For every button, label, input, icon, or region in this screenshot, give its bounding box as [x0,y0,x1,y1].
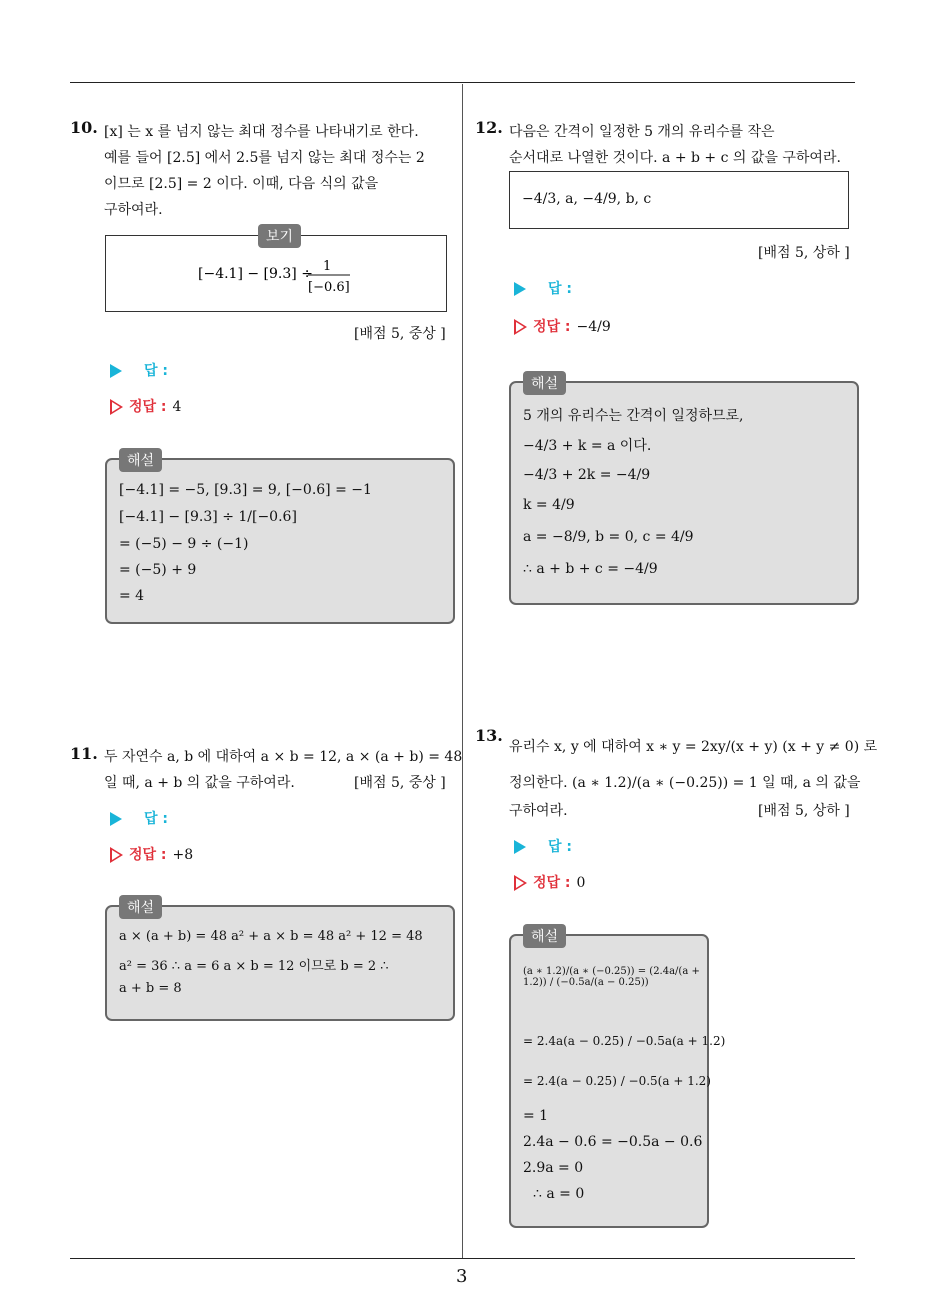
fraction-expression [198,258,358,298]
play-triangle-icon [514,840,526,854]
solution-line: −4/3 + k = a 이다. [523,438,652,454]
solution-line: a + b = 8 [119,981,182,996]
svg-text:1: 1 [323,259,332,274]
solution-box [105,900,455,1021]
score-label: [배점 5, 중상 ] [354,326,446,342]
score-label: [배점 5, 상하 ] [758,803,850,819]
solution-line: = 2.4(a − 0.25) / −0.5(a + 1.2) [523,1074,711,1088]
outline-triangle-icon [110,847,123,863]
solution-line: = 2.4a(a − 0.25) / −0.5a(a + 1.2) [523,1034,726,1048]
solution-line: ∴ a + b + c = −4/9 [523,561,658,577]
sequence-expression: −4/3, a, −4/9, b, c [522,191,652,207]
solution-line: k = 4/9 [523,497,575,513]
question-text-line: 예를 들어 [2.5] 에서 2.5를 넘지 않는 최대 정수는 2 [104,150,425,166]
correct-answer-row [514,316,611,336]
question-text-line: 이므로 [2.5] = 2 이다. 이때, 다음 식의 값을 [104,176,379,192]
solution-line: (a ∗ 1.2)/(a ∗ (−0.25)) = (2.4a/(a + 1.2)) / (−0.5a/(a − 0.25)) [523,966,700,988]
solution-tag: 해설 [523,371,566,395]
outline-triangle-icon [514,875,527,891]
question-text-line: 순서대로 나열한 것이다. a + b + c 의 값을 구하여라. [509,150,841,166]
question-text-line: [x] 는 x 를 넘지 않는 최대 정수를 나타내기로 한다. [104,124,419,140]
question-number: 12. [475,118,503,137]
question-text-line: 구하여라. [509,803,568,819]
svg-text:[−4.1] − [9.3] ÷: [−4.1] − [9.3] ÷ [198,266,313,282]
solution-box [105,453,455,624]
sequence-box [509,171,849,229]
question-text-line: 두 자연수 a, b 에 대하여 a × b = 12, a × (a + b) = 48 [104,749,463,765]
solution-line: [−4.1] = −5, [9.3] = 9, [−0.6] = −1 [119,482,372,498]
solution-box [509,376,859,605]
solution-line: a = −8/9, b = 0, c = 4/9 [523,529,694,545]
question-number: 13. [475,726,503,745]
question-text-line: 정의한다. (a ∗ 1.2)/(a ∗ (−0.25)) = 1 일 때, a 의 값을 [509,775,861,791]
solution-line: [−4.1] − [9.3] ÷ 1/[−0.6] [119,509,297,525]
bottom-rule [70,1258,855,1259]
solution-line: a × (a + b) = 48 a² + a × b = 48 a² + 12 = 48 [119,929,423,944]
solution-tag: 해설 [119,895,162,919]
correct-label: 정답 : [533,319,571,335]
solution-line: 2.9a = 0 [523,1160,584,1176]
correct-label: 정답 : [533,875,571,891]
correct-label: 정답 : [129,399,167,415]
question-text-line: 구하여라. [104,202,163,218]
solution-line: 2.4a − 0.6 = −0.5a − 0.6 [523,1134,703,1150]
example-expression [198,258,358,302]
correct-answer-row [110,396,181,416]
solution-line: = (−5) + 9 [119,562,197,578]
solution-line: = 4 [119,588,145,604]
solution-tag: 해설 [523,924,566,948]
correct-answer-value: 4 [172,399,182,415]
solution-line: a² = 36 ∴ a = 6 a × b = 12 이므로 b = 2 ∴ [119,959,389,974]
correct-answer-row [110,844,193,864]
page-number: 3 [456,1266,468,1287]
answer-row [514,278,572,298]
score-label: [배점 5, 상하 ] [758,245,850,261]
solution-line: ∴ a = 0 [533,1186,585,1202]
answer-label: 답 : [548,839,572,855]
outline-triangle-icon [514,319,527,335]
answer-label: 답 : [144,811,168,827]
question-text-line: 다음은 간격이 일정한 5 개의 유리수를 작은 [509,124,775,140]
outline-triangle-icon [110,399,123,415]
question-number: 11. [70,744,98,763]
correct-answer-value: −4/9 [576,319,611,335]
question-number: 10. [70,118,98,137]
correct-answer-value: 0 [576,875,586,891]
answer-label: 답 : [548,281,572,297]
solution-line: = 1 [523,1108,549,1124]
correct-answer-value: +8 [172,847,194,863]
solution-line: 5 개의 유리수는 간격이 일정하므로, [523,408,744,424]
column-divider [462,84,463,1258]
answer-row [514,836,572,856]
play-triangle-icon [514,282,526,296]
svg-text:[−0.6]: [−0.6] [308,280,350,295]
example-tag: 보기 [258,224,301,248]
play-triangle-icon [110,812,122,826]
solution-line: −4/3 + 2k = −4/9 [523,467,651,483]
answer-row [110,360,168,380]
correct-label: 정답 : [129,847,167,863]
score-label: [배점 5, 중상 ] [354,775,446,791]
question-text-line: 일 때, a + b 의 값을 구하여라. [104,775,295,791]
solution-line: = (−5) − 9 ÷ (−1) [119,536,249,552]
example-box [105,229,447,312]
answer-row [110,808,168,828]
correct-answer-row [514,872,585,892]
question-text-line: 유리수 x, y 에 대하여 x ∗ y = 2xy/(x + y) (x + y ≠ 0) 로 [509,739,878,755]
top-rule [70,82,855,83]
solution-box [509,929,726,1228]
solution-tag: 해설 [119,448,162,472]
play-triangle-icon [110,364,122,378]
answer-label: 답 : [144,363,168,379]
